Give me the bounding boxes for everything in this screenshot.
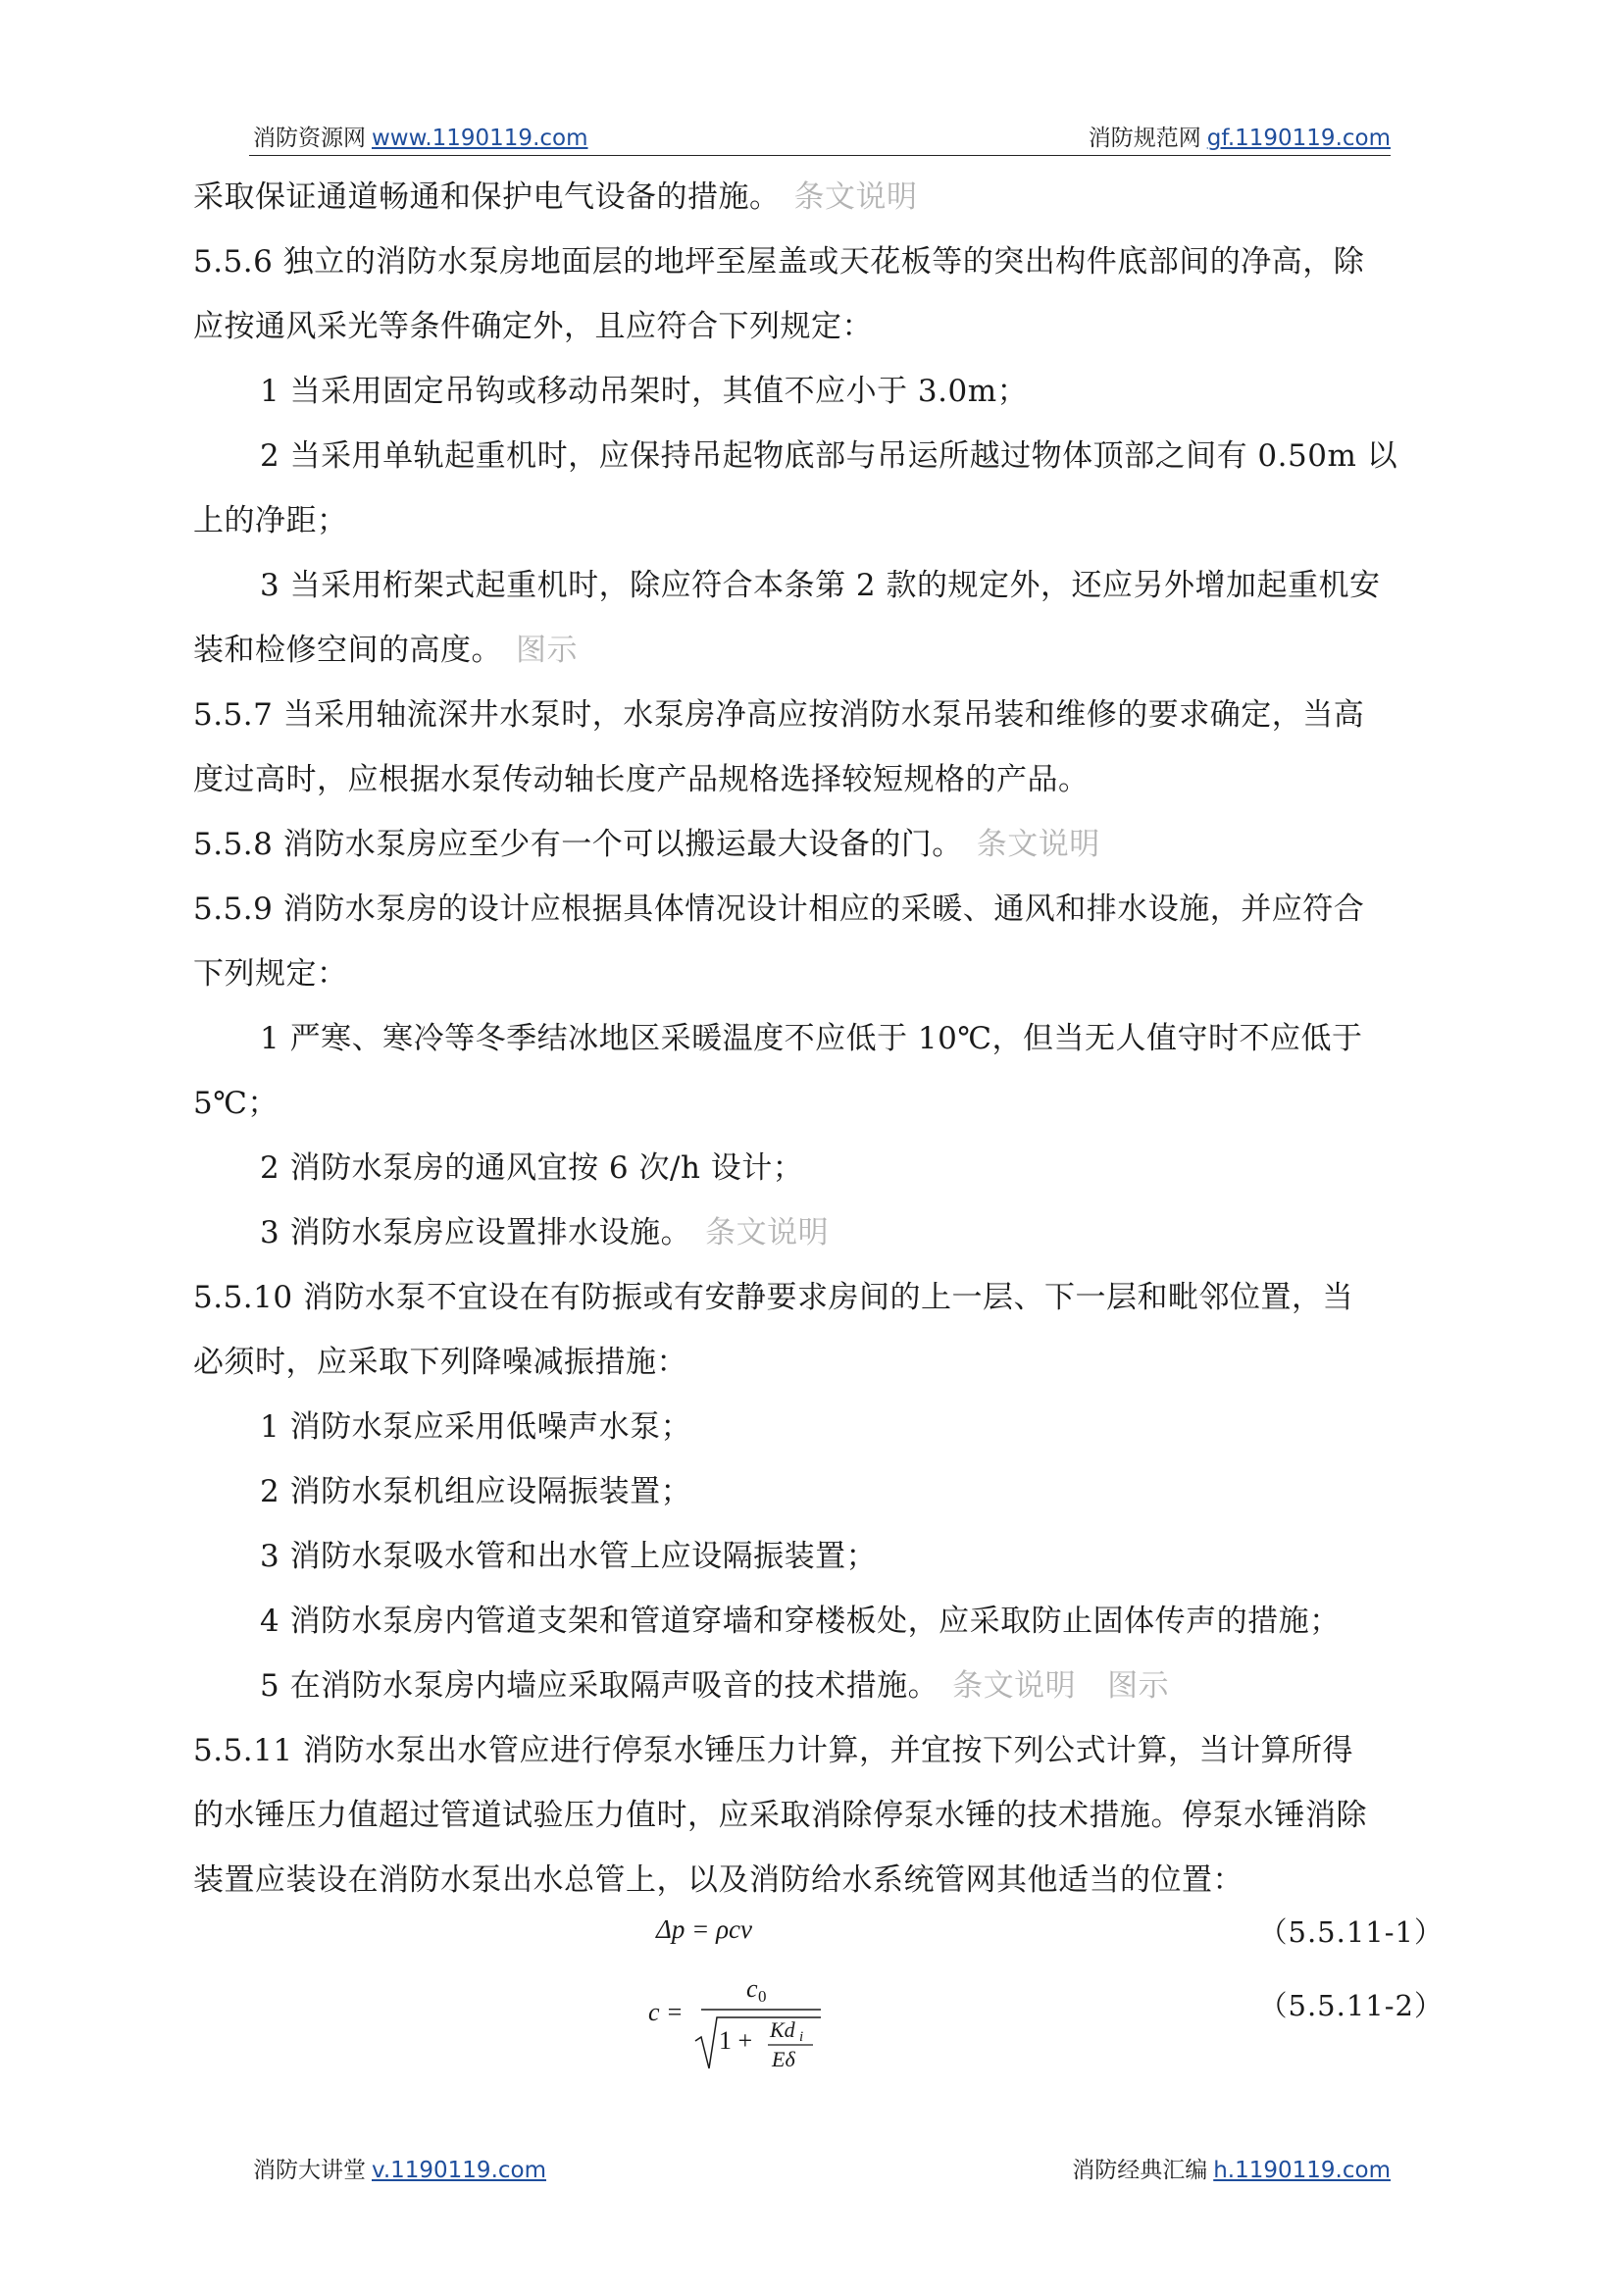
text-line	[193, 1395, 1448, 1459]
formula-inner-denominator: Eδ	[772, 2047, 795, 2071]
line-text: 1 当采用固定吊钩或移动吊架时，其值不应小于 3.0m；	[260, 374, 1029, 409]
line-text: 应按通风采光等条件确定外，且应符合下列规定：	[193, 309, 873, 344]
footer-left-link[interactable]: v.1190119.com	[372, 2158, 547, 2183]
clause-link[interactable]: 条文说明	[976, 827, 1100, 862]
line-text: 3 消防水泵房应设置排水设施。	[260, 1215, 692, 1250]
text-line	[193, 488, 1448, 553]
text-line	[193, 553, 1448, 618]
footer-right-text: 消防经典汇编	[1072, 2158, 1208, 2183]
text-line	[193, 1265, 1448, 1330]
line-text: 2 当采用单轨起重机时，应保持吊起物底部与吊运所越过物体顶部之间有 0.50m 以	[260, 438, 1398, 474]
header-left-link[interactable]: www.1190119.com	[372, 126, 588, 151]
text-line	[193, 1783, 1448, 1848]
formula-numerator: c	[746, 1974, 758, 2003]
footer-right-link[interactable]: h.1190119.com	[1213, 2158, 1391, 2183]
text-line	[193, 1200, 1448, 1265]
formula-lhs: c =	[648, 1998, 684, 2026]
line-text: 5.5.11 消防水泵出水管应进行停泵水锤压力计算，并宜按下列公式计算，当计算所得	[193, 1733, 1353, 1768]
line-text: 5.5.6 独立的消防水泵房地面层的地坪至屋盖或天花板等的突出构件底部间的净高，除	[193, 244, 1365, 280]
formula-denominator-one: 1 +	[719, 2026, 753, 2055]
text-line	[193, 1524, 1448, 1589]
line-text: 5℃；	[193, 1086, 279, 1121]
footer-left	[253, 2152, 546, 2184]
line-text: 装和检修空间的高度。	[193, 633, 502, 668]
formula-inner-numerator: Kd	[770, 2017, 795, 2042]
text-line	[193, 359, 1448, 424]
text-line	[193, 812, 1448, 877]
formula-inner-numerator-sub: i	[799, 2029, 804, 2045]
text-line	[193, 294, 1448, 359]
text-line	[193, 1459, 1448, 1524]
line-text: 2 消防水泵房的通风宜按 6 次/h 设计；	[260, 1150, 804, 1186]
text-line	[193, 229, 1448, 294]
text-line	[193, 1071, 1448, 1136]
formula-numerator-sub: 0	[758, 1987, 767, 2006]
clause-link[interactable]: 条文说明	[952, 1668, 1077, 1704]
text-line	[193, 683, 1448, 747]
clause-link[interactable]: 条文说明	[705, 1215, 830, 1250]
line-text: 上的净距；	[193, 503, 348, 538]
line-text: 5.5.7 当采用轴流深井水泵时，水泵房净高应按消防水泵吊装和维修的要求确定，当高	[193, 697, 1365, 733]
text-line	[193, 165, 1448, 229]
text-line	[193, 1006, 1448, 1071]
text-line	[193, 618, 1448, 683]
text-line	[193, 942, 1448, 1006]
footer-left-text: 消防大讲堂	[253, 2158, 366, 2183]
text-line	[193, 1718, 1448, 1783]
line-text: 4 消防水泵房内管道支架和管道穿墙和穿楼板处，应采取防止固体传声的措施；	[260, 1604, 1341, 1639]
header-right-text: 消防规范网	[1088, 126, 1201, 151]
line-text: 的水锤压力值超过管道试验压力值时，应采取消除停泵水锤的技术措施。停泵水锤消除	[193, 1798, 1367, 1833]
text-line	[193, 1589, 1448, 1654]
line-text: 3 消防水泵吸水管和出水管上应设隔振装置；	[260, 1539, 878, 1574]
formula-number: （5.5.11-2）	[1258, 1989, 1444, 2022]
text-line	[193, 1654, 1448, 1718]
clause-link[interactable]: 图示	[516, 633, 578, 668]
line-text: 5.5.10 消防水泵不宜设在有防振或有安静要求房间的上一层、下一层和毗邻位置，当	[193, 1280, 1353, 1315]
line-text: 度过高时，应根据水泵传动轴长度产品规格选择较短规格的产品。	[193, 762, 1090, 797]
line-text: 必须时，应采取下列降噪减振措施：	[193, 1345, 687, 1380]
formula-svg	[644, 1966, 840, 2074]
line-text: 下列规定：	[193, 956, 348, 992]
clause-link[interactable]: 条文说明	[793, 179, 918, 215]
page-header	[249, 116, 1391, 156]
page-footer	[249, 2148, 1391, 2187]
header-left	[253, 120, 588, 152]
line-text: 5 在消防水泵房内墙应采取隔声吸音的技术措施。	[260, 1668, 939, 1704]
line-text: 装置应装设在消防水泵出水总管上，以及消防给水系统管网其他适当的位置：	[193, 1862, 1243, 1898]
header-right	[1089, 120, 1391, 152]
text-line	[193, 1330, 1448, 1395]
line-text: 5.5.9 消防水泵房的设计应根据具体情况设计相应的采暖、通风和排水设施，并应符合	[193, 892, 1365, 927]
formula-5-5-11-1	[193, 1891, 1448, 1969]
line-text: 5.5.8 消防水泵房应至少有一个可以搬运最大设备的门。	[193, 827, 963, 862]
header-right-link[interactable]: gf.1190119.com	[1206, 126, 1391, 151]
line-text: 2 消防水泵机组应设隔振装置；	[260, 1474, 692, 1509]
text-line	[193, 747, 1448, 812]
line-text: 1 消防水泵应采用低噪声水泵；	[260, 1409, 692, 1445]
formula-5-5-11-2	[193, 1966, 1448, 2074]
line-text: 1 严寒、寒冷等冬季结冰地区采暖温度不应低于 10℃，但当无人值守时不应低于	[260, 1021, 1363, 1056]
text-line	[193, 1136, 1448, 1200]
header-left-text: 消防资源网	[253, 126, 366, 151]
line-text: 3 当采用桁架式起重机时，除应符合本条第 2 款的规定外，还应另外增加起重机安	[260, 568, 1381, 603]
footer-right	[1072, 2152, 1391, 2184]
text-line	[193, 877, 1448, 942]
diagram-link[interactable]: 图示	[1107, 1668, 1170, 1704]
document-body	[193, 165, 1448, 1912]
text-line	[193, 424, 1448, 488]
formula-expression: Δp = ρcv	[656, 1914, 752, 1944]
formula-number: （5.5.11-1）	[1258, 1915, 1444, 1949]
line-text: 采取保证通道畅通和保护电气设备的措施。	[193, 179, 781, 215]
